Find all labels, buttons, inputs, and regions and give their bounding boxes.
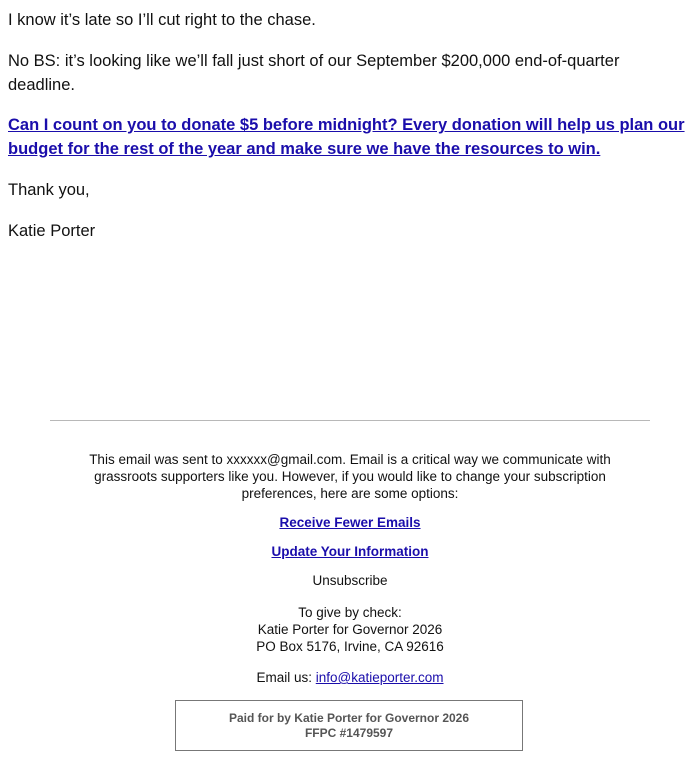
signature: Katie Porter bbox=[8, 222, 96, 240]
paid-for-disclaimer bbox=[175, 700, 523, 751]
donate-link[interactable]: Can I count on you to donate $5 before midnight? Every donation will help us plan our budget for the rest of the year and make sure we have the resources to win. bbox=[8, 116, 685, 158]
check-heading: To give by check: bbox=[298, 605, 402, 620]
deadline-paragraph: No BS: it’s looking like we’ll fall just short of our September $200,000 end-of-quarter deadline. bbox=[8, 52, 620, 94]
update-information-link[interactable]: Update Your Information bbox=[271, 544, 429, 559]
check-payee: Katie Porter for Governor 2026 bbox=[257, 622, 443, 637]
intro-paragraph: I know it’s late so I’ll cut right to the chase. bbox=[8, 11, 316, 29]
unsubscribe-link[interactable]: Unsubscribe bbox=[312, 573, 388, 588]
paid-for-line: Paid for by Katie Porter for Governor 2026 bbox=[228, 711, 470, 725]
ffpc-line: FFPC #1479597 bbox=[304, 726, 394, 740]
subscription-notice: This email was sent to xxxxxx@gmail.com. Email is a critical way we communicate with grassroots supporters like you. However, if you would like to change your subscription preferences, here are some options: bbox=[89, 452, 611, 501]
email-label: Email us: bbox=[256, 670, 316, 685]
receive-fewer-row bbox=[50, 514, 650, 531]
signoff: Thank you, bbox=[8, 181, 90, 199]
donate-paragraph bbox=[8, 113, 688, 161]
receive-fewer-emails-link[interactable]: Receive Fewer Emails bbox=[279, 515, 421, 530]
contact-email-row bbox=[50, 669, 650, 686]
check-address-block bbox=[50, 604, 650, 655]
check-address: PO Box 5176, Irvine, CA 92616 bbox=[256, 639, 444, 654]
update-info-row bbox=[50, 543, 650, 560]
footer-divider bbox=[50, 420, 650, 421]
contact-email-link[interactable]: info@katieporter.com bbox=[315, 670, 444, 685]
